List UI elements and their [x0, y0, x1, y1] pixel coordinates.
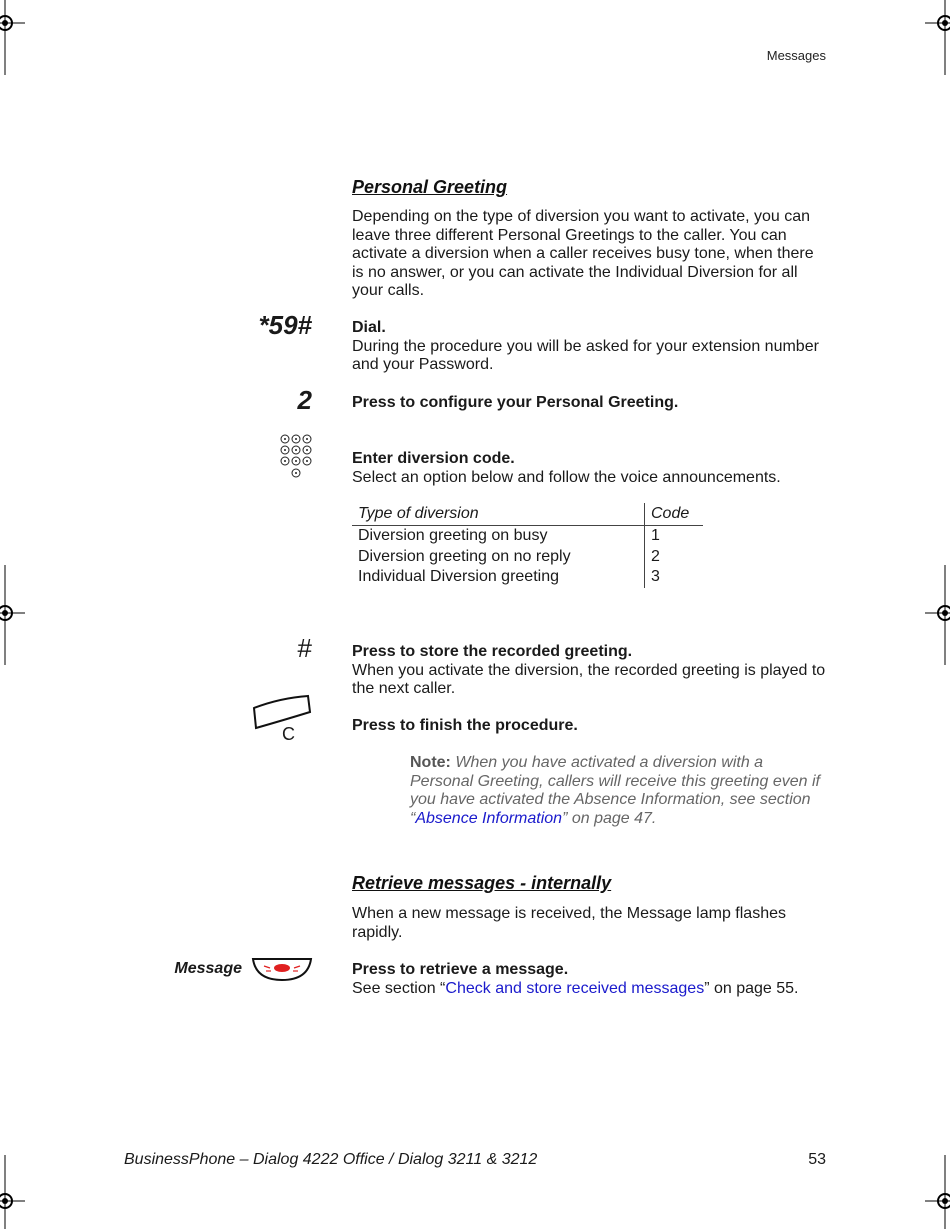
table-header-type: Type of diversion	[352, 503, 645, 526]
link-absence-information[interactable]: Absence Information	[415, 809, 563, 827]
step-diversion-code-title: Enter diversion code.	[352, 450, 515, 467]
table-row	[352, 547, 703, 568]
page-number: 53	[808, 1151, 826, 1168]
message-key-icon	[250, 956, 314, 984]
section-title-personal-greeting: Personal Greeting	[352, 177, 508, 197]
step-finish-title: Press to finish the procedure.	[352, 717, 578, 734]
step-configure	[352, 394, 827, 413]
step-dial-title: Dial.	[352, 319, 386, 336]
table-cell-code: 2	[645, 547, 704, 568]
table-cell-type: Diversion greeting on busy	[358, 527, 548, 544]
registration-mark-bottom-left-icon	[0, 1155, 25, 1229]
diversion-code-table	[352, 503, 703, 588]
table-cell-type: Individual Diversion greeting	[358, 568, 559, 585]
digit-2-key: 2	[297, 385, 312, 415]
step-configure-title: Press to configure your Personal Greeting.	[352, 394, 679, 411]
step-store-title: Press to store the recorded greeting.	[352, 643, 633, 660]
hash-key: #	[297, 633, 312, 663]
step-diversion-code-text: Select an option below and follow the voice announcements.	[352, 468, 781, 486]
keypad-icon	[280, 434, 314, 480]
step-retrieve	[352, 961, 827, 998]
note-text-after: ” on page 47.	[562, 809, 657, 827]
step-store	[352, 643, 827, 699]
step-dial	[352, 319, 827, 375]
table-header-row	[352, 503, 703, 526]
link-check-store-messages[interactable]: Check and store received messages	[445, 979, 705, 997]
step-store-text: When you activate the diversion, the recorded greeting is played to the next caller.	[352, 661, 826, 698]
clear-key-label: C	[282, 724, 295, 744]
footer-title: BusinessPhone – Dialog 4222 Office / Dialog 3211 & 3212	[124, 1151, 538, 1168]
note-box	[410, 754, 828, 828]
table-row	[352, 526, 703, 547]
registration-mark-top-right-icon	[925, 0, 950, 75]
dial-code-key: *59#	[258, 310, 312, 340]
registration-mark-mid-right-icon	[925, 565, 950, 665]
table-row	[352, 567, 703, 588]
personal-greeting-intro: Depending on the type of diversion you want to activate, you can leave three different Personal Greetings to the caller. You can activate a diversion when a caller receives busy tone, when there is no answer, or you can activate the Individual Diversion for all your calls.	[352, 208, 814, 300]
step-dial-text: During the procedure you will be asked for your extension number and your Password.	[352, 337, 819, 374]
step-retrieve-title: Press to retrieve a message.	[352, 961, 569, 978]
table-cell-code: 1	[645, 526, 704, 547]
registration-mark-mid-left-icon	[0, 565, 25, 665]
table-header-code: Code	[645, 503, 704, 526]
retrieve-intro: When a new message is received, the Message lamp flashes rapidly.	[352, 905, 786, 941]
table-cell-type: Diversion greeting on no reply	[358, 547, 571, 565]
step-retrieve-text-after: ” on page 55.	[704, 979, 799, 997]
step-finish	[352, 717, 827, 736]
message-key-label: Message	[174, 960, 242, 977]
note-label: Note:	[410, 754, 451, 771]
step-retrieve-text-before: See section “	[352, 979, 446, 997]
note-text-before: When you have activated a diversion with a Personal Greeting, callers will receive this greeting even if you have activated the Absence Information, see section “	[410, 754, 820, 827]
table-cell-code: 3	[645, 567, 704, 588]
running-header: Messages	[766, 48, 826, 63]
section-title-retrieve-messages: Retrieve messages - internally	[352, 873, 612, 893]
registration-mark-bottom-right-icon	[925, 1155, 950, 1229]
step-diversion-code	[352, 450, 827, 487]
registration-mark-top-left-icon	[0, 0, 25, 75]
